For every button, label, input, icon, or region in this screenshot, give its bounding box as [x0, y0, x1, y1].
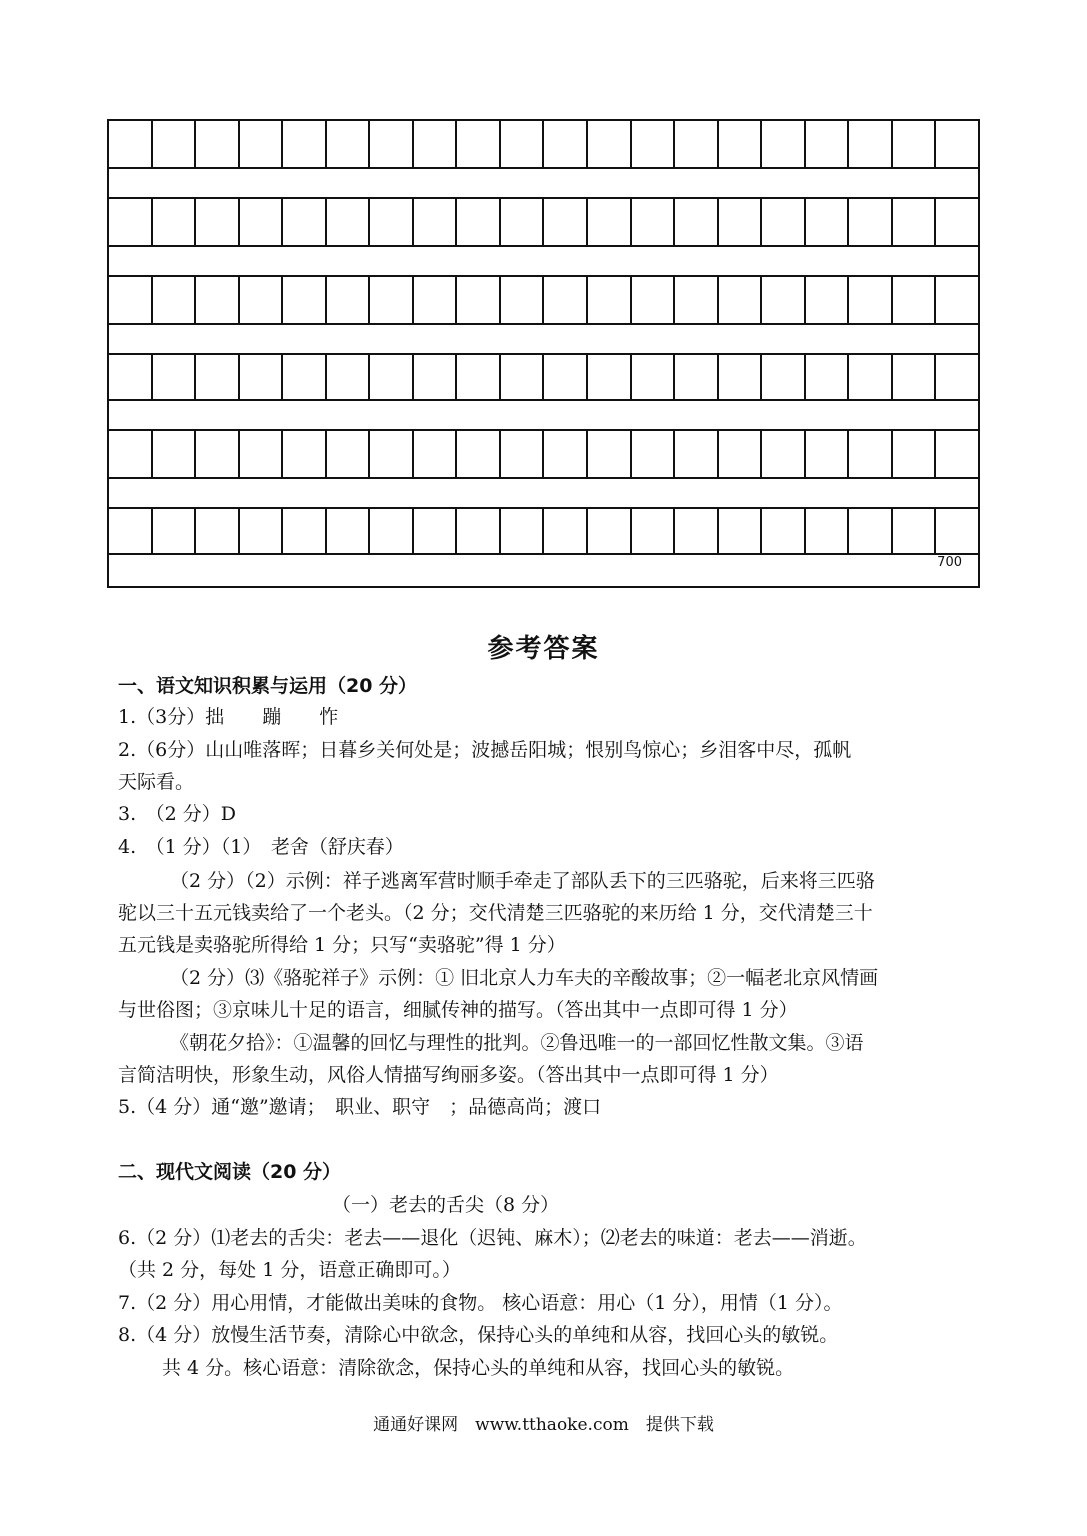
answer-line: 驼以三十五元钱卖给了一个老头。（2 分；交代清楚三匹骆驼的来历给 1 分，交代清楚三十 [118, 902, 873, 924]
section-heading: 二、现代文阅读（20 分） [118, 1161, 342, 1183]
grid-row [109, 197, 978, 245]
grid-cell [719, 197, 763, 245]
grid-cell [762, 507, 806, 553]
grid-cell [632, 197, 676, 245]
grid-cell [675, 507, 719, 553]
grid-cell [675, 429, 719, 477]
grid-cell [762, 121, 806, 167]
grid-cell [719, 275, 763, 323]
grid-cell [501, 507, 545, 553]
grid-cell [196, 353, 240, 399]
grid-cell [675, 353, 719, 399]
grid-cell [501, 353, 545, 399]
grid-cell [588, 429, 632, 477]
grid-cell [457, 507, 501, 553]
grid-cell [370, 507, 414, 553]
grid-cell [588, 507, 632, 553]
grid-cell [849, 353, 893, 399]
grid-cell [893, 275, 937, 323]
answer-line: 6.（2 分）⑴老去的舌尖：老去——退化（迟钝、麻木）；⑵老去的味道：老去——消逝。 [118, 1227, 867, 1249]
grid-cell [675, 197, 719, 245]
answer-line: 5.（4 分）通“邀”邀请； 职业、职守 ；品德高尚；渡口 [118, 1096, 602, 1118]
grid-cell [762, 197, 806, 245]
subsection-heading: （一）老去的舌尖（8 分） [332, 1194, 560, 1216]
grid-cell [414, 353, 458, 399]
grid-cell [109, 275, 153, 323]
grid-cell [283, 353, 327, 399]
grid-cell [283, 429, 327, 477]
grid-cell [762, 275, 806, 323]
grid-cell [240, 429, 284, 477]
grid-cell [327, 507, 371, 553]
grid-cell [806, 353, 850, 399]
grid-cell [240, 197, 284, 245]
answer-line: 共 4 分。核心语意：清除欲念，保持心头的单纯和从容，找回心头的敏锐。 [162, 1357, 795, 1379]
grid-row [109, 429, 978, 477]
answer-line: 言简洁明快，形象生动，风俗人情描写绚丽多姿。（答出其中一点即可得 1 分） [118, 1064, 779, 1086]
grid-cell [588, 197, 632, 245]
grid-cell [240, 121, 284, 167]
grid-cell [153, 429, 197, 477]
grid-cell [719, 353, 763, 399]
grid-cell [370, 275, 414, 323]
grid-cell [719, 121, 763, 167]
grid-cell [632, 121, 676, 167]
grid-cell [544, 353, 588, 399]
grid-cell [327, 121, 371, 167]
grid-cell [153, 275, 197, 323]
grid-cell [936, 507, 978, 553]
answer-title: 参考答案 [487, 634, 600, 664]
grid-cell [544, 197, 588, 245]
grid-cell [806, 507, 850, 553]
grid-cell [936, 121, 978, 167]
answer-line: 《朝花夕拾》：①温馨的回忆与理性的批判。②鲁迅唯一的一部回忆性散文集。③语 [170, 1032, 864, 1054]
grid-cell [109, 507, 153, 553]
grid-cell [501, 121, 545, 167]
answer-line: 五元钱是卖骆驼所得给 1 分；只写“卖骆驼”得 1 分） [118, 934, 566, 956]
grid-cell [501, 429, 545, 477]
answer-line: （2 分）⑶《骆驼祥子》示例：① 旧北京人力车夫的辛酸故事；②一幅老北京风情画 [170, 967, 879, 989]
grid-cell [109, 197, 153, 245]
grid-cell [936, 353, 978, 399]
grid-cell [240, 353, 284, 399]
grid-row [109, 275, 978, 323]
grid-cell [240, 275, 284, 323]
grid-cell [632, 353, 676, 399]
writing-grid [107, 119, 980, 588]
grid-cell [893, 429, 937, 477]
grid-cell [196, 507, 240, 553]
grid-cell [196, 429, 240, 477]
grid-cell [544, 275, 588, 323]
grid-cell [370, 353, 414, 399]
grid-cell [588, 121, 632, 167]
grid-cell [327, 429, 371, 477]
grid-cell [719, 507, 763, 553]
grid-row [109, 507, 978, 553]
grid-cell [893, 121, 937, 167]
grid-cell [675, 275, 719, 323]
answer-line: （共 2 分，每处 1 分，语意正确即可。） [118, 1259, 461, 1281]
grid-cell [849, 429, 893, 477]
grid-cell [936, 275, 978, 323]
grid-cell [849, 507, 893, 553]
grid-line [109, 553, 978, 555]
grid-cell [501, 275, 545, 323]
grid-cell [806, 429, 850, 477]
answer-line: （2 分）（2）示例：祥子逃离军营时顺手牵走了部队丢下的三匹骆驼，后来将三匹骆 [170, 870, 875, 892]
section-heading: 一、语文知识积累与运用（20 分） [118, 675, 418, 697]
grid-row [109, 121, 978, 167]
grid-cell [806, 275, 850, 323]
footer-text: 通通好课网 www.tthaoke.com 提供下载 [373, 1415, 714, 1435]
grid-line [109, 167, 978, 169]
answer-line: 天际看。 [118, 771, 195, 793]
grid-cell [414, 429, 458, 477]
grid-cell [588, 353, 632, 399]
grid-cell [893, 353, 937, 399]
grid-cell [196, 275, 240, 323]
grid-cell [632, 507, 676, 553]
answer-line: 3. （2 分）D [118, 803, 236, 825]
grid-cell [936, 197, 978, 245]
grid-line [109, 399, 978, 401]
grid-cell [327, 275, 371, 323]
answer-line: 4. （1 分）（1） 老舍（舒庆春） [118, 836, 404, 858]
grid-cell [240, 507, 284, 553]
grid-cell [893, 507, 937, 553]
answer-line: 2.（6分）山山唯落晖；日暮乡关何处是；波撼岳阳城；恨别鸟惊心；乡泪客中尽，孤帆 [118, 739, 852, 761]
grid-row [109, 353, 978, 399]
grid-cell [370, 197, 414, 245]
grid-cell [153, 197, 197, 245]
grid-cell [327, 353, 371, 399]
grid-cell [806, 197, 850, 245]
grid-cell [849, 197, 893, 245]
answer-line: 7.（2 分）用心用情，才能做出美味的食物。 核心语意：用心（1 分），用情（1 分）。 [118, 1292, 843, 1314]
word-count-label: 700 [937, 555, 962, 570]
grid-cell [457, 197, 501, 245]
grid-cell [283, 275, 327, 323]
grid-cell [283, 507, 327, 553]
grid-line [109, 323, 978, 325]
grid-cell [588, 275, 632, 323]
grid-cell [327, 197, 371, 245]
grid-cell [457, 353, 501, 399]
grid-cell [283, 121, 327, 167]
grid-cell [414, 121, 458, 167]
grid-cell [109, 429, 153, 477]
grid-cell [414, 197, 458, 245]
grid-line [109, 477, 978, 479]
grid-cell [457, 121, 501, 167]
grid-cell [806, 121, 850, 167]
grid-line [109, 245, 978, 247]
grid-cell [370, 121, 414, 167]
grid-cell [675, 121, 719, 167]
grid-cell [153, 507, 197, 553]
grid-cell [370, 429, 414, 477]
answer-line: 与世俗图；③京味儿十足的语言，细腻传神的描写。（答出其中一点即可得 1 分） [118, 999, 798, 1021]
grid-cell [762, 429, 806, 477]
grid-cell [501, 197, 545, 245]
grid-cell [457, 429, 501, 477]
answer-line: 8.（4 分）放慢生活节奏，清除心中欲念，保持心头的单纯和从容，找回心头的敏锐。 [118, 1324, 839, 1346]
grid-cell [632, 429, 676, 477]
grid-cell [196, 121, 240, 167]
grid-cell [457, 275, 501, 323]
grid-cell [544, 429, 588, 477]
answer-line: 1.（3分）拙 蹦 怍 [118, 706, 339, 728]
grid-cell [893, 197, 937, 245]
grid-cell [544, 121, 588, 167]
grid-cell [283, 197, 327, 245]
grid-cell [109, 121, 153, 167]
grid-cell [719, 429, 763, 477]
grid-cell [544, 507, 588, 553]
grid-cell [153, 121, 197, 167]
grid-cell [936, 429, 978, 477]
grid-cell [109, 353, 153, 399]
grid-cell [632, 275, 676, 323]
grid-cell [414, 507, 458, 553]
grid-cell [196, 197, 240, 245]
grid-cell [414, 275, 458, 323]
grid-cell [849, 121, 893, 167]
grid-cell [849, 275, 893, 323]
grid-cell [762, 353, 806, 399]
grid-cell [153, 353, 197, 399]
